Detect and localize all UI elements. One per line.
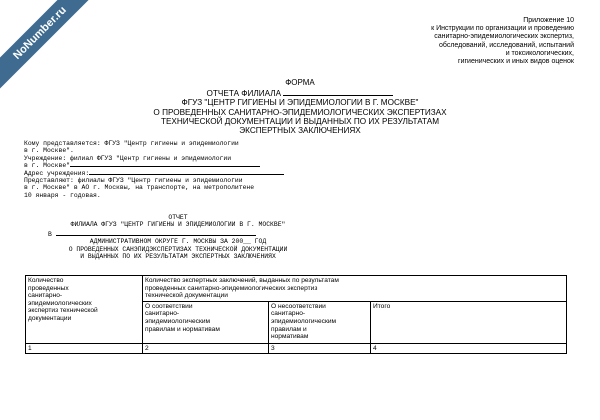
watermark-ribbon: NoNumber.ru	[0, 0, 111, 104]
appendix-line: и токсикологических,	[505, 49, 574, 57]
table-header-cell: О несоответствии санитарно- эпидемиологическим правилам и нормативам	[269, 301, 371, 343]
requisite-line: Кому представляется: ФГУЗ "Центр гигиены и эпидемиологии	[24, 140, 239, 147]
requisite-line: в г. Москве" в АО г. Москвы, на транспорте, на метрополитене	[24, 184, 255, 192]
requisite-line: в г. Москве".	[24, 147, 74, 155]
report-line: АДМИНИСТРАТИВНОМ ОКРУГЕ Г. МОСКВЫ ЗА 200__ ГОД	[89, 238, 267, 246]
table-header-cell: Итого	[371, 301, 567, 343]
appendix-line: санитарно-эпидемиологических экспертиз,	[434, 33, 574, 41]
requisites	[24, 140, 284, 199]
table-cell: 2	[143, 343, 269, 354]
requisite-line: Адрес учреждения:	[24, 170, 284, 177]
title-line: ОТЧЕТА ФИЛИАЛА	[0, 88, 600, 98]
document-title	[0, 78, 600, 135]
report-line: И ВЫДАННЫХ ПО ИХ РЕЗУЛЬТАТАМ ЭКСПЕРТНЫХ ЗАКЛЮЧЕНИЯХ	[80, 253, 276, 261]
requisite-line: 10 января - годовая.	[24, 191, 101, 199]
report-table	[25, 275, 567, 354]
blank-field	[56, 229, 256, 236]
blank-field	[283, 88, 393, 96]
appendix-line: гигиенических и иных видов оценок	[458, 58, 574, 66]
form-label: ФОРМА	[285, 78, 315, 87]
title-line: ТЕХНИЧЕСКОЙ ДОКУМЕНТАЦИИ И ВЫДАННЫХ ПО ИХ РЕЗУЛЬТАТАМ	[160, 116, 440, 126]
report-line: В	[28, 229, 328, 238]
table-cell: 3	[269, 343, 371, 354]
requisite-line: Учреждение: филиал ФГУЗ "Центр гигиены и эпидемиологии	[24, 154, 232, 162]
report-title: ОТЧЕТ	[168, 214, 188, 221]
blank-field	[89, 174, 284, 175]
title-line: О ПРОВЕДЕННЫХ САНИТАРНО-ЭПИДЕМИОЛОГИЧЕСКИХ ЭКСПЕРТИЗАХ	[153, 107, 447, 117]
appendix-line: к Инструкции по организации и проведению	[431, 25, 574, 33]
table-header-cell: О соответствии санитарно- эпидемиологическим правилам и нормативам	[143, 301, 269, 343]
title-line: ЭКСПЕРТНЫХ ЗАКЛЮЧЕНИЯХ	[239, 126, 361, 136]
report-line: ФИЛИАЛА ФГУЗ "ЦЕНТР ГИГИЕНЫ И ЭПИДЕМИОЛОГИИ В Г. МОСКВЕ"	[70, 221, 286, 229]
report-heading	[28, 214, 328, 260]
table-cell: 1	[26, 343, 143, 354]
title-line: ФГУЗ "ЦЕНТР ГИГИЕНЫ И ЭПИДЕМИОЛОГИИ В Г. МОСКВЕ"	[181, 98, 419, 108]
appendix-line: обследований, исследований, испытаний	[439, 41, 574, 49]
table-header-cell: Количество проведенных санитарно- эпидемиологических экспертиз технической документации	[26, 276, 143, 344]
table-header-cell: Количество экспертных заключений, выданных по результатам проведенных санитарно-эпидемиологических экспертиз технической документации	[143, 276, 567, 302]
requisite-line: в г. Москве"	[24, 162, 284, 169]
blank-field	[70, 166, 260, 167]
appendix-note	[354, 17, 574, 66]
table-cell: 4	[371, 343, 567, 354]
requisite-line: Представляют: филиалы ФГУЗ "Центр гигиены и эпидемиологии	[24, 177, 243, 185]
appendix-line: Приложение 10	[523, 17, 574, 24]
report-line: О ПРОВЕДЕННЫХ САНЭПИДЭКСПЕРТИЗАХ ТЕХНИЧЕСКОЙ ДОКУМЕНТАЦИИ	[68, 245, 288, 253]
